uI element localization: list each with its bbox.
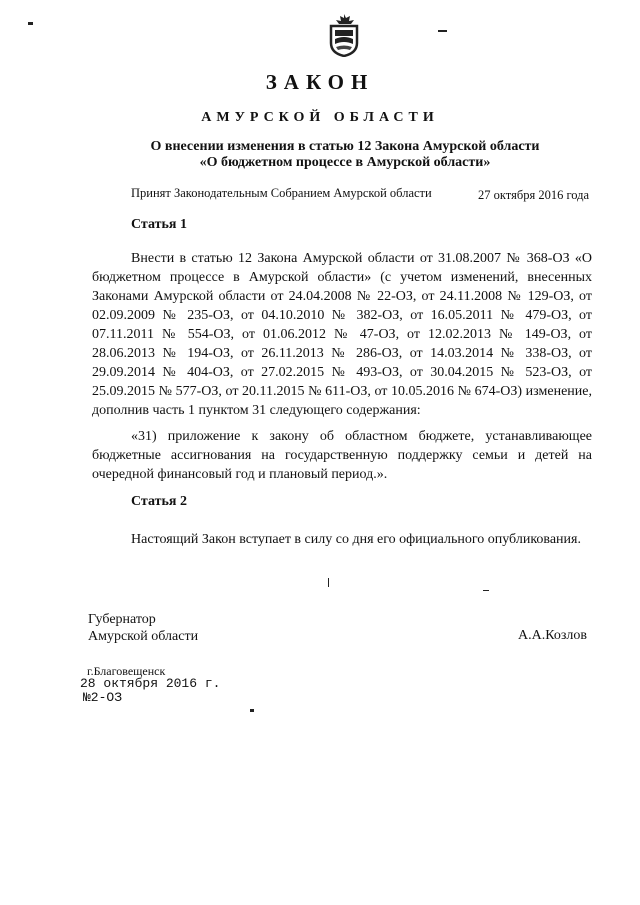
- city-text: г.Благовещенск: [87, 664, 166, 678]
- adopted-date-text: 27 октября 2016 года: [478, 188, 590, 202]
- scan-speck: [483, 590, 489, 591]
- article-1-quote: «31) приложение к закону об областном бюджете, устанавливающее бюджетные ассигнования на государственную поддержку семьи и детей на очередной финансовый год и плановый период.».: [92, 429, 592, 482]
- governor-title: Губернатор: [88, 612, 156, 627]
- document-subtitle: АМУРСКОЙ ОБЛАСТИ: [201, 110, 439, 125]
- document-title: ЗАКОН: [265, 70, 375, 94]
- article-2-title: Статья 2: [131, 494, 187, 509]
- governor-block: [88, 611, 198, 645]
- article-1-text: Внести в статью 12 Закона Амурской области от 31.08.2007 № 368-ОЗ «О бюджетном процессе в Амурской области» (с учетом изменений, внесенных Законами Амурской области от 24.04.2008 № 22-ОЗ, от 24.11.2008 № 129-ОЗ, от 02.09.2009 № 235-ОЗ, от 04.10.2010 № 382-ОЗ, от 16.05.2011 № 479-ОЗ, от 07.11.2011 № 554-ОЗ, от 01.06.2012 № 47-ОЗ, от 12.02.2013 № 149-ОЗ, от 28.06.2013 № 194-ОЗ, от 26.11.2013 № 286-ОЗ, от 14.03.2014 № 338-ОЗ, от 29.09.2014 № 404-ОЗ, от 27.02.2015 № 493-ОЗ, от 30.04.2015 № 523-ОЗ, от 25.09.2015 № 577-ОЗ, от 20.11.2015 № 611-ОЗ, от 10.05.2016 № 674-ОЗ) изменение, дополнив часть 1 пунктом 31 следующего содержания:: [92, 251, 592, 418]
- article-2-text: Настоящий Закон вступает в силу со дня его официального опубликования.: [131, 532, 581, 547]
- article-1-title: Статья 1: [131, 217, 187, 232]
- law-heading: [100, 139, 590, 171]
- coat-of-arms-icon: [327, 13, 361, 57]
- law-heading-line-2: «О бюджетном процессе в Амурской области»: [199, 155, 491, 170]
- governor-region: Амурской области: [88, 629, 199, 644]
- law-heading-line-1: О внесении изменения в статью 12 Закона Амурской области: [150, 139, 540, 154]
- adopted-by-text: Принят Законодательным Собранием Амурской области: [131, 186, 432, 200]
- law-number-text: №2-ОЗ: [83, 690, 123, 705]
- scan-speck: [328, 578, 329, 587]
- scan-speck: [250, 709, 254, 712]
- signatory-name: А.А.Козлов: [518, 628, 587, 643]
- signed-date-text: 28 октября 2016 г.: [80, 676, 221, 691]
- scan-speck: [28, 22, 33, 25]
- scan-speck: [438, 30, 447, 32]
